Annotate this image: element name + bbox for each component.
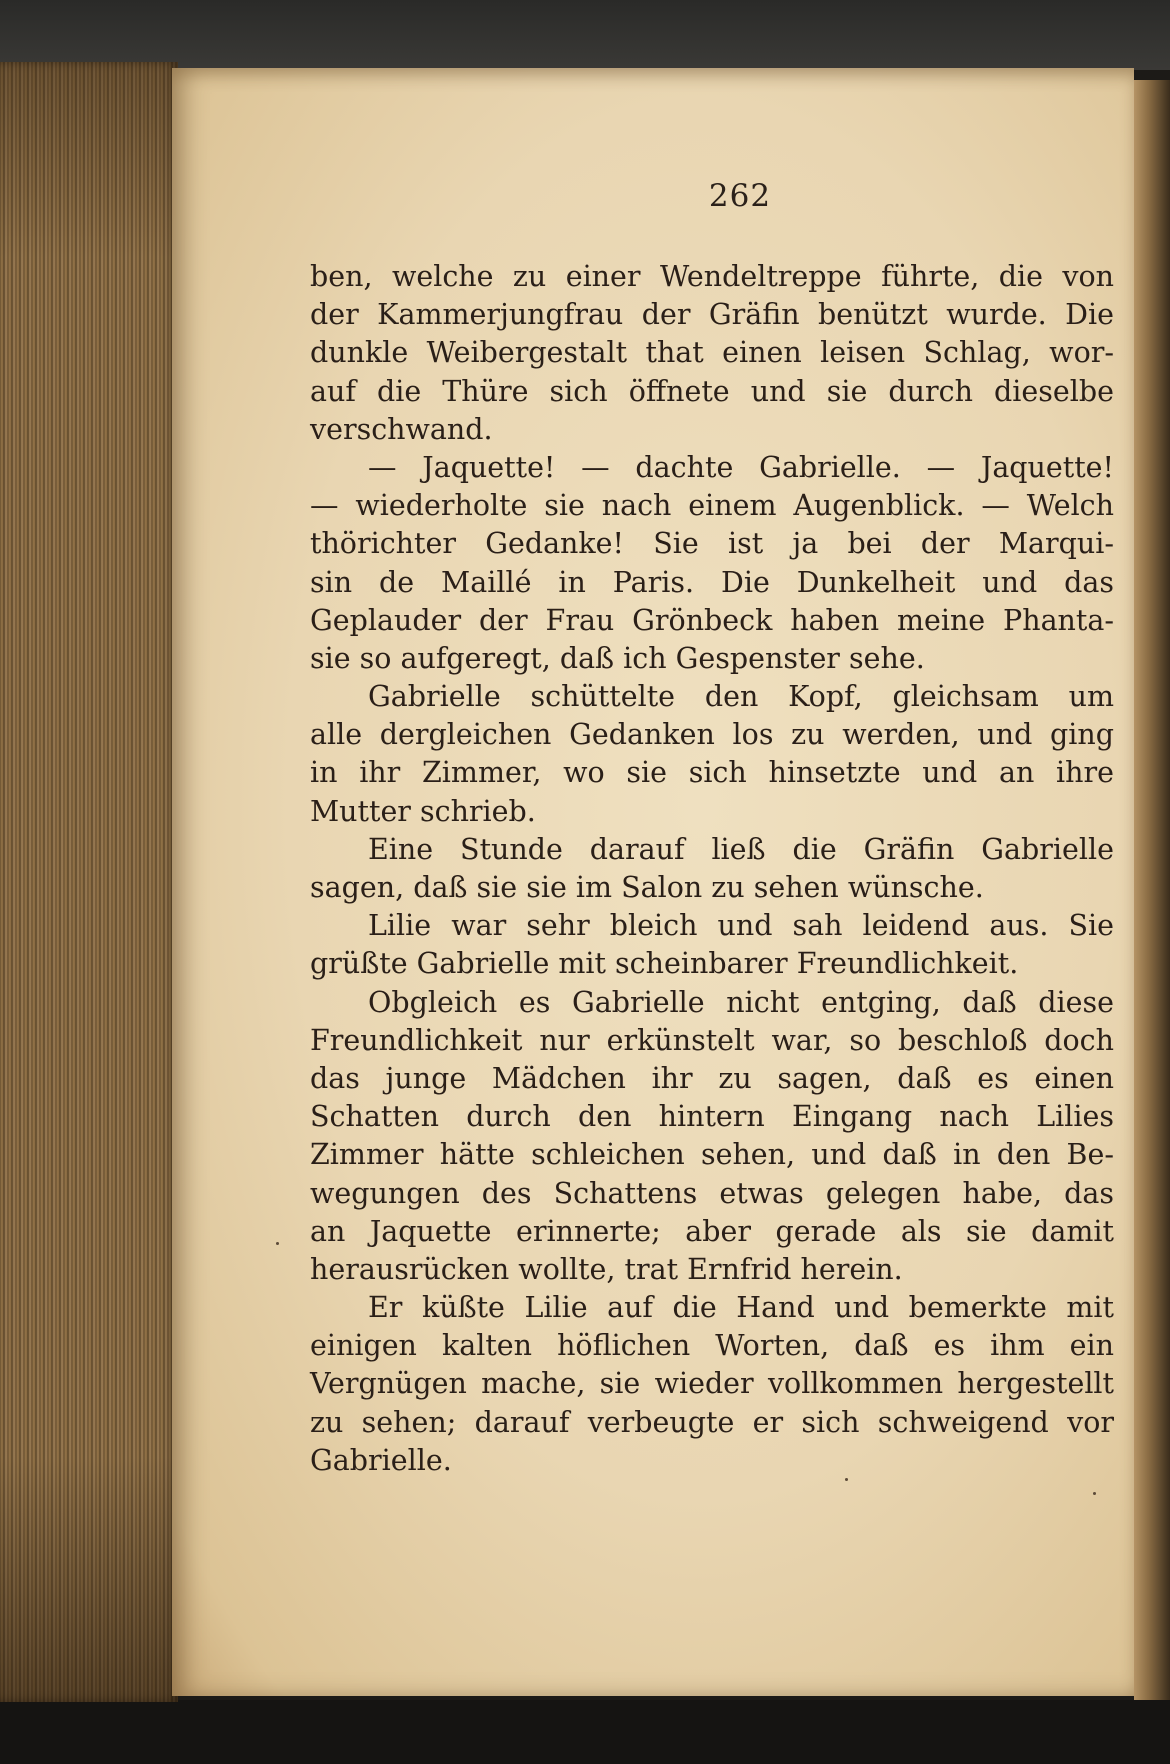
text-line: ben, welche zu einer Wendeltreppe führte, die von bbox=[310, 260, 1114, 293]
text-line: Zimmer hätte schleichen sehen, und daß in den Be- bbox=[310, 1138, 1114, 1172]
text-line: einigen kalten höflichen Worten, daß es ihm ein bbox=[310, 1329, 1114, 1363]
text-line: zu sehen; darauf verbeugte er sich schweigend vor bbox=[310, 1405, 1114, 1439]
text-line: thörichter Gedanke! Sie ist ja bei der Marqui- bbox=[310, 527, 1114, 561]
book-page-edges bbox=[0, 62, 178, 1702]
ink-speck bbox=[845, 1478, 848, 1481]
text-line: Schatten durch den hintern Eingang nach Lilies bbox=[310, 1100, 1114, 1134]
text-line: Eine Stunde darauf ließ die Gräfin Gabrielle bbox=[368, 832, 1114, 866]
text-line: Vergnügen mache, sie wieder vollkommen hergestellt bbox=[310, 1367, 1114, 1401]
text-line: sagen, daß sie sie im Salon zu sehen wünsche. bbox=[310, 871, 984, 904]
text-line: grüßte Gabrielle mit scheinbarer Freundlichkeit. bbox=[310, 947, 1019, 981]
text-line: sie so aufgeregt, daß ich Gespenster sehe. bbox=[310, 641, 925, 675]
text-line: verschwand. bbox=[310, 412, 493, 446]
text-line: in ihr Zimmer, wo sie sich hinsetzte und an ihre bbox=[310, 756, 1114, 790]
ink-speck bbox=[1093, 1492, 1096, 1495]
text-line: an Jaquette erinnerte; aber gerade als sie damit bbox=[310, 1214, 1114, 1248]
page-number: 262 bbox=[708, 178, 772, 214]
background-bottom bbox=[0, 1700, 1170, 1764]
text-line: das junge Mädchen ihr zu sagen, daß es einen bbox=[310, 1061, 1114, 1095]
text-line: Freundlichkeit nur erkünstelt war, so beschloß doch bbox=[310, 1023, 1114, 1057]
text-line: der Kammerjungfrau der Gräfin benützt wurde. Die bbox=[310, 298, 1114, 332]
text-line: Lilie war sehr bleich und sah leidend aus. Sie bbox=[368, 909, 1114, 943]
text-line: auf die Thüre sich öffnete und sie durch dieselbe bbox=[310, 374, 1114, 408]
text-line: Obgleich es Gabrielle nicht entging, daß diese bbox=[368, 985, 1114, 1019]
text-line: Er küßte Lilie auf die Hand und bemerkte mit bbox=[368, 1291, 1114, 1325]
text-line: Gabrielle schüttelte den Kopf, gleichsam um bbox=[368, 680, 1114, 714]
text-line: — Jaquette! — dachte Gabrielle. — Jaquette! bbox=[368, 450, 1114, 484]
text-line: wegungen des Schattens etwas gelegen habe, das bbox=[310, 1176, 1114, 1210]
background-top bbox=[0, 0, 1170, 70]
ink-speck bbox=[276, 1242, 279, 1245]
text-line: herausrücken wollte, trat Ernfrid herein. bbox=[310, 1252, 903, 1286]
text-line: Gabrielle. bbox=[310, 1443, 452, 1477]
text-line: Mutter schrieb. bbox=[310, 794, 536, 828]
next-page-edge bbox=[1134, 80, 1170, 1700]
text-line: dunkle Weibergestalt that einen leisen Schlag, wor- bbox=[310, 336, 1114, 370]
text-line: alle dergleichen Gedanken los zu werden, und ging bbox=[310, 718, 1114, 752]
body-text bbox=[310, 258, 1114, 1480]
text-line: sin de Maillé in Paris. Die Dunkelheit und das bbox=[310, 565, 1114, 599]
text-line: Geplauder der Frau Grönbeck haben meine Phanta- bbox=[310, 603, 1114, 637]
text-line: — wiederholte sie nach einem Augenblick. — Welch bbox=[310, 489, 1114, 523]
